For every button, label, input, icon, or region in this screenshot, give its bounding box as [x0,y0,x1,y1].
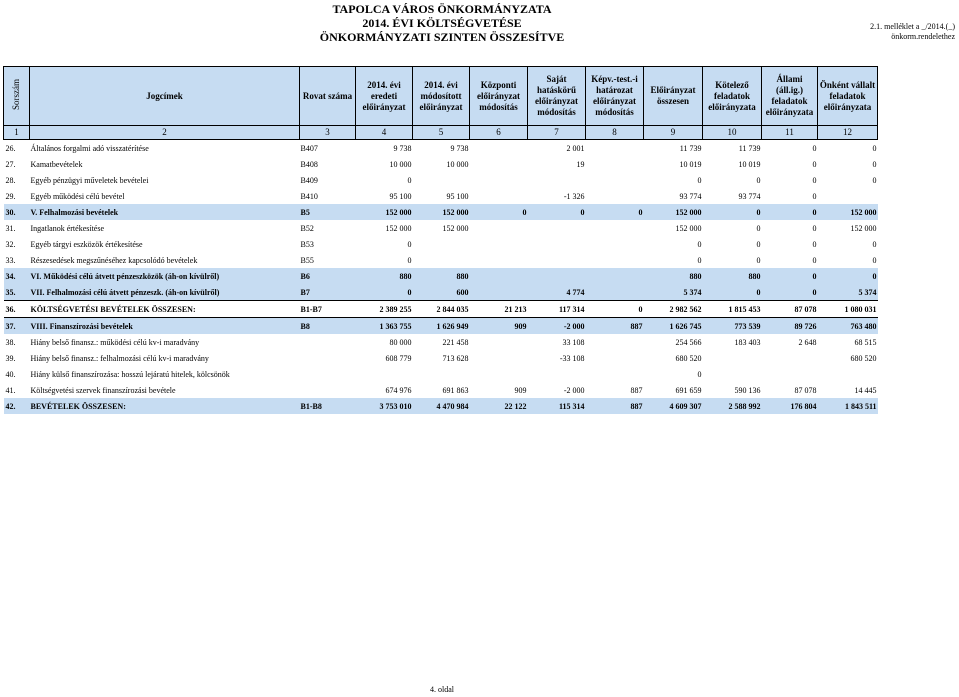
value-cell [703,350,762,366]
value-cell: 95 100 [389,191,412,201]
value-cell: 152 000 [644,204,703,220]
value-cell: 10 019 [738,159,761,169]
row-number: 29. [5,191,16,201]
value-cell: 608 779 [385,353,412,363]
table-row [4,204,878,220]
row-number: 35. [4,284,30,301]
table-row [4,284,878,301]
value-cell: 3 753 010 [356,398,413,414]
table-row [4,236,878,252]
value-cell: 11 739 [679,143,702,153]
row-number: 42. [4,398,30,414]
value-cell: 11 739 [738,143,761,153]
header-cell-jogcimek: Jogcímek [30,67,300,126]
row-number: 41. [5,385,16,395]
row-title: Hiány belső finansz.: felhalmozási célú kv-i maradvány [30,353,209,363]
row-number: 38. [5,337,16,347]
annex-line-2: önkorm.rendelethez [891,32,955,41]
value-cell [528,268,586,284]
value-cell: 87 078 [794,385,817,395]
value-cell: 22 122 [470,398,528,414]
value-cell: 10 000 [389,159,412,169]
value-cell [586,172,644,188]
header-cell-onkent: Önként vállalt feladatok előirányzata [818,67,878,126]
row-number: 34. [4,268,30,284]
value-cell [818,188,878,204]
value-cell: 0 [407,255,412,265]
value-cell: 1 626 745 [644,318,703,335]
row-number: 28. [5,175,16,185]
value-cell [470,284,528,301]
column-number: 2 [30,126,300,140]
row-number: 37. [4,318,30,335]
row-code: B52 [300,223,314,233]
value-cell: 87 078 [762,301,818,318]
row-number: 33. [5,255,16,265]
row-code: B1-B8 [300,398,356,414]
row-number: 30. [4,204,30,220]
value-cell: 773 539 [703,318,762,335]
value-cell: 80 000 [389,337,412,347]
column-number: 11 [762,126,818,140]
value-cell [470,268,528,284]
header-cell-sorszam [4,67,30,126]
column-number: 12 [818,126,878,140]
value-cell [586,140,644,157]
table-row [4,252,878,268]
header-cell-kepv-test: Képv.-test.-i határozat előirányzat módosítás [586,67,644,126]
page-number: 4. oldal [430,685,454,694]
value-cell: 89 726 [762,318,818,335]
row-title: Költségvetési szervek finanszírozási bevétele [30,385,176,395]
row-code: B53 [300,239,314,249]
table-body [4,140,878,415]
value-cell: 0 [762,204,818,220]
column-number: 7 [528,126,586,140]
value-cell: 221 458 [442,337,469,347]
value-cell [470,172,528,188]
value-cell: 9 738 [450,143,469,153]
value-cell: 0 [697,369,702,379]
value-cell: 0 [697,175,702,185]
row-code [300,382,356,398]
value-cell: -2 000 [563,385,585,395]
row-title: Egyéb működési célú bevétel [30,191,125,201]
annex-line-1: 2.1. melléklet a _/2014.(_) [870,22,955,31]
value-cell: 21 213 [470,301,528,318]
value-cell: 0 [586,301,644,318]
value-cell [528,236,586,252]
value-cell: 0 [872,239,877,249]
table-row [4,301,878,318]
value-cell: 152 000 [675,223,702,233]
row-title: VIII. Finanszírozási bevételek [30,318,300,335]
value-cell: 176 804 [762,398,818,414]
value-cell [470,188,528,204]
column-number: 5 [413,126,470,140]
value-cell: 2 588 992 [703,398,762,414]
table-row [4,334,878,350]
table-row [4,366,878,382]
value-cell [703,366,762,382]
value-cell: 1 080 031 [818,301,878,318]
value-cell: -2 000 [528,318,586,335]
column-number: 3 [300,126,356,140]
value-cell: 887 [586,398,644,414]
document-title [0,2,884,44]
value-cell: 0 [356,284,413,301]
value-cell: 68 515 [854,337,877,347]
value-cell: 0 [703,204,762,220]
table-row [4,140,878,157]
row-number: 40. [5,369,16,379]
value-cell: 880 [413,268,470,284]
value-cell: 0 [756,255,761,265]
header-cell-kozponti: Központi előirányzat módosítás [470,67,528,126]
row-title: Egyéb pénzügyi műveletek bevételei [30,175,149,185]
row-number: 32. [5,239,16,249]
value-cell: 115 314 [528,398,586,414]
header-cell-osszesen: Előirányzat összesen [644,67,703,126]
row-title: VI. Működési célú átvett pénzeszközök (áh-on kívülről) [30,268,300,284]
value-cell: 887 [586,318,644,335]
value-cell: 0 [818,268,878,284]
row-title: BEVÉTELEK ÖSSZESEN: [30,398,300,414]
row-code: B8 [300,318,356,335]
value-cell: 2 001 [566,143,585,153]
value-cell: 0 [703,284,762,301]
title-line-2: 2014. ÉVI KÖLTSÉGVETÉSE [362,16,522,30]
value-cell: 763 480 [818,318,878,335]
value-cell: 19 [576,159,585,169]
value-cell: 0 [528,204,586,220]
value-cell [413,252,470,268]
value-cell: -1 326 [563,191,585,201]
value-cell: 5 374 [818,284,878,301]
value-cell [586,334,644,350]
value-cell: 152 000 [850,223,877,233]
value-cell: 4 609 307 [644,398,703,414]
row-title: VII. Felhalmozási célú átvett pénzeszk. (áh-on kívülről) [30,284,300,301]
row-code: B409 [300,175,318,185]
value-cell: 5 374 [644,284,703,301]
value-cell: 4 774 [528,284,586,301]
row-number: 36. [4,301,30,318]
value-cell: 0 [407,239,412,249]
value-cell: 674 976 [385,385,412,395]
annex-reference [870,22,955,42]
value-cell: 0 [812,159,817,169]
row-title: Hiány külső finanszírozása: hosszú lejáratú hitelek, kölcsönök [30,369,230,379]
row-code: B5 [300,204,356,220]
table-row [4,318,878,335]
row-code [300,366,356,382]
value-cell: 0 [812,175,817,185]
table-row [4,268,878,284]
value-cell: 0 [872,255,877,265]
row-code [300,350,356,366]
value-cell: 909 [514,385,527,395]
header-cell-kotelezo: Kötelező feladatok előirányzata [703,67,762,126]
value-cell: 2 844 035 [413,301,470,318]
value-cell [586,156,644,172]
value-cell [586,252,644,268]
value-cell [586,268,644,284]
value-cell [470,140,528,157]
value-cell: 0 [872,159,877,169]
value-cell: 152 000 [356,204,413,220]
row-code: B6 [300,268,356,284]
value-cell: 0 [756,239,761,249]
value-cell [762,366,818,382]
header-row [4,67,878,126]
row-code: B407 [300,143,318,153]
value-cell: 880 [644,268,703,284]
value-cell: 0 [697,239,702,249]
value-cell [413,172,470,188]
value-cell: 152 000 [413,204,470,220]
value-cell: 0 [756,175,761,185]
budget-table [3,66,878,414]
value-cell [586,236,644,252]
value-cell: 590 136 [734,385,761,395]
value-cell: 0 [812,239,817,249]
header-cell-modositott: 2014. évi módosított előirányzat [413,67,470,126]
column-number: 9 [644,126,703,140]
table-row [4,382,878,398]
value-cell [470,156,528,172]
value-cell [586,366,644,382]
header-cell-allami: Állami (áll.ig.) feladatok előirányzata [762,67,818,126]
column-number: 8 [586,126,644,140]
value-cell: 2 648 [798,337,817,347]
column-number: 6 [470,126,528,140]
row-code: B410 [300,191,318,201]
value-cell: 691 863 [442,385,469,395]
value-cell: 4 470 984 [413,398,470,414]
value-cell: 9 738 [393,143,412,153]
value-cell: 0 [812,143,817,153]
value-cell: 254 566 [675,337,702,347]
value-cell: 10 000 [446,159,469,169]
row-code [300,334,356,350]
row-code: B408 [300,159,318,169]
row-code: B1-B7 [300,301,356,318]
value-cell: 0 [762,268,818,284]
header-cell-rovat: Rovat száma [300,67,356,126]
row-code: B7 [300,284,356,301]
value-cell: 0 [762,284,818,301]
value-cell: 2 389 255 [356,301,413,318]
table-row [4,398,878,414]
value-cell [470,350,528,366]
value-cell: 152 000 [442,223,469,233]
header-cell-sajat: Saját hatáskörű előirányzat módosítás [528,67,586,126]
value-cell [586,220,644,236]
value-cell: 1 843 511 [818,398,878,414]
value-cell: 152 000 [385,223,412,233]
value-cell: 0 [756,223,761,233]
table-row [4,220,878,236]
value-cell: 0 [872,175,877,185]
value-cell: -33 108 [559,353,585,363]
value-cell: 0 [812,223,817,233]
table-row [4,156,878,172]
row-title: Hiány belső finansz.: működési célú kv-i maradvány [30,337,200,347]
value-cell: 1 815 453 [703,301,762,318]
value-cell: 93 774 [738,191,761,201]
title-line-1: TAPOLCA VÁROS ÖNKORMÁNYZATA [332,2,552,16]
value-cell [470,252,528,268]
value-cell: 0 [470,204,528,220]
column-number-row [4,126,878,140]
value-cell [528,252,586,268]
value-cell: 33 108 [562,337,585,347]
row-number: 31. [5,223,16,233]
value-cell [528,366,586,382]
value-cell [470,334,528,350]
value-cell: 14 445 [854,385,877,395]
value-cell [586,188,644,204]
value-cell: 0 [407,175,412,185]
value-cell: 680 520 [675,353,702,363]
column-number: 1 [4,126,30,140]
value-cell [528,220,586,236]
value-cell: 691 659 [675,385,702,395]
header-cell-eredeti: 2014. évi eredeti előirányzat [356,67,413,126]
column-number: 4 [356,126,413,140]
value-cell: 2 982 562 [644,301,703,318]
table-row [4,188,878,204]
value-cell: 887 [630,385,643,395]
row-number: 27. [5,159,16,169]
value-cell: 95 100 [446,191,469,201]
value-cell: 680 520 [850,353,877,363]
table-row [4,350,878,366]
value-cell [762,350,818,366]
value-cell [586,350,644,366]
value-cell: 880 [703,268,762,284]
value-cell: 183 403 [734,337,761,347]
table-row [4,172,878,188]
value-cell: 117 314 [528,301,586,318]
title-line-3: ÖNKORMÁNYZATI SZINTEN ÖSSZESÍTVE [319,30,565,44]
row-title: V. Felhalmozási bevételek [30,204,300,220]
value-cell: 909 [470,318,528,335]
value-cell: 0 [697,255,702,265]
row-number: 39. [5,353,16,363]
row-number: 26. [5,143,16,153]
row-title: Részesedések megszűnéséhez kapcsolódó bevételek [30,255,198,265]
row-code: B55 [300,255,314,265]
row-title: Ingatlanok értékesítése [30,223,105,233]
value-cell: 713 628 [442,353,469,363]
value-cell [470,236,528,252]
value-cell: 600 [413,284,470,301]
value-cell [413,236,470,252]
value-cell: 1 626 949 [413,318,470,335]
value-cell [470,220,528,236]
value-cell [528,172,586,188]
value-cell: 0 [812,191,817,201]
row-title: KÖLTSÉGVETÉSI BEVÉTELEK ÖSSZESEN: [30,301,300,318]
value-cell [586,284,644,301]
row-title: Egyéb tárgyi eszközök értékesítése [30,239,143,249]
value-cell: 0 [586,204,644,220]
value-cell: 1 363 755 [356,318,413,335]
value-cell: 152 000 [818,204,878,220]
value-cell: 880 [356,268,413,284]
value-cell [818,366,878,382]
value-cell: 0 [812,255,817,265]
value-cell [356,366,413,382]
column-number: 10 [703,126,762,140]
value-cell: 93 774 [679,191,702,201]
value-cell [413,366,470,382]
row-title: Kamatbevételek [30,159,83,169]
value-cell: 0 [872,143,877,153]
value-cell [470,366,528,382]
header-label-sorszam: Sorszám [11,79,21,110]
value-cell: 10 019 [679,159,702,169]
row-title: Általános forgalmi adó visszatérítése [30,143,149,153]
